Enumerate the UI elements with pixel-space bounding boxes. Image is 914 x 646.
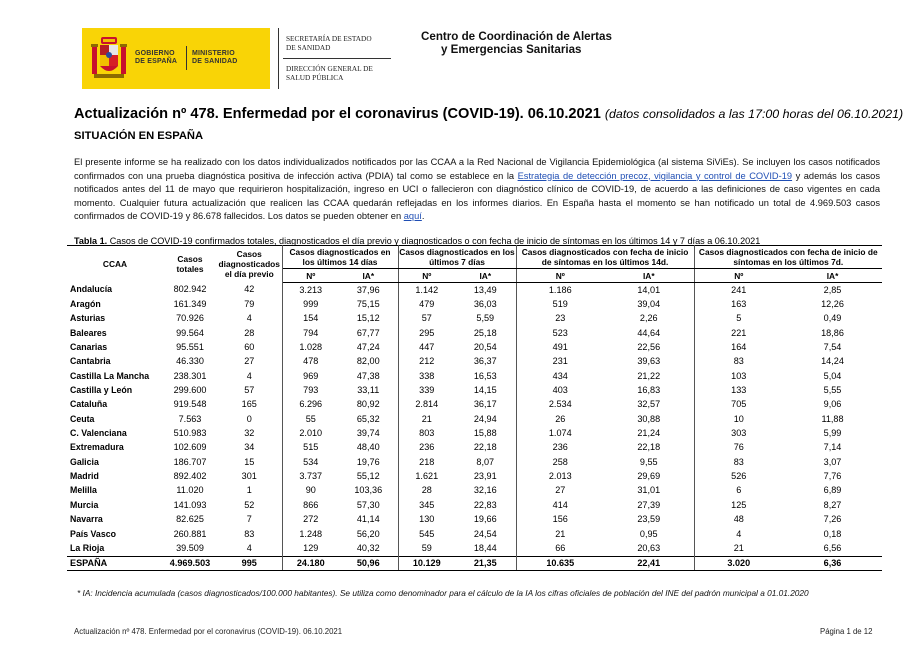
table-cell: 65,32: [339, 412, 398, 426]
table-cell: 55,12: [339, 469, 398, 483]
table-cell: 22,18: [604, 441, 694, 455]
table-cell: 14,15: [455, 383, 516, 397]
table-cell: 9,06: [823, 399, 842, 410]
table-cell: 103: [731, 370, 747, 381]
ccaa-name-cell: Ceuta: [70, 413, 95, 424]
table-cell: 7: [217, 513, 282, 527]
table-cell: 20,63: [604, 541, 694, 556]
table-cell: 447: [419, 342, 435, 353]
table-cell: 25,18: [455, 326, 516, 340]
table-cell: 258: [552, 456, 568, 467]
table-cell: 33,11: [339, 383, 398, 397]
table-footnote: * IA: Incidencia acumulada (casos diagnosticados/100.000 habitantes). Se utiliza como denominador para el cálculo de la IA los cifras oficiales de población del INE del padrón municipal a 01.01.2020: [77, 588, 809, 598]
table-cell: 236: [419, 442, 435, 453]
table-cell: 13,49: [455, 283, 516, 298]
table-cell: 12,26: [821, 299, 844, 310]
table-cell: 36,03: [455, 297, 516, 311]
table-cell: 1: [217, 484, 282, 498]
table-cell: 15: [217, 455, 282, 469]
table-cell: 39.509: [176, 542, 204, 553]
table-cell: 6,56: [823, 542, 842, 553]
table-row: [67, 355, 882, 369]
table-cell: 3,07: [823, 456, 842, 467]
table-cell: 23,91: [455, 469, 516, 483]
ccaa-name-cell: Aragón: [70, 299, 101, 310]
table-cell: 22,83: [455, 498, 516, 512]
table-cell: 29,69: [604, 469, 694, 483]
secretaria-separator: [283, 58, 391, 59]
table-row: [67, 326, 882, 340]
table-cell: 47,24: [339, 340, 398, 354]
table-cell: 212: [419, 356, 435, 367]
table-cell: 479: [419, 299, 435, 310]
table-cell: 161.349: [173, 299, 207, 310]
table-cell: 414: [552, 499, 568, 510]
covid-cases-table: [67, 245, 882, 571]
header-sint-14: Casos diagnosticados con fecha de inicio de síntomas en los últimos 14d.: [516, 246, 694, 269]
table-cell: 34: [217, 441, 282, 455]
ccaa-name-cell: Cataluña: [70, 399, 108, 410]
table-cell: 129: [303, 542, 319, 553]
table-cell: 44,64: [604, 326, 694, 340]
table-cell: 0: [217, 412, 282, 426]
table-cell: 4: [217, 369, 282, 383]
banner-divider: [186, 46, 187, 70]
paragraph-text: y además los casos notificados antes del 11 de mayo que requirieron hospitalización, ingreso en UCI o fallecieron con diagnóstico clínico de COVID-19, de acuerdo a las definiciones de caso vigentes en cada momento. Cualquier futura actualización que realicen las CCAA quedarán reflejadas en los informes diarios. En España hasta el momento se han notificado un total de 4.969.503 casos confirmados de COVID-19 y 86.678 fallecidos. Los datos se pueden obtener en: [74, 170, 880, 221]
table-cell: 345: [419, 499, 435, 510]
table-cell: 32: [217, 426, 282, 440]
table-cell: 1.621: [415, 471, 439, 482]
table-body: [67, 283, 882, 571]
table-cell: 10.635: [516, 556, 604, 570]
table-cell: 4: [736, 528, 742, 539]
table-cell: 32,16: [455, 484, 516, 498]
table-cell: 55: [305, 413, 316, 424]
table-cell: 24,94: [455, 412, 516, 426]
table-cell: 803: [419, 428, 435, 439]
ccaa-name-cell: C. Valenciana: [70, 428, 127, 439]
ccaa-name-cell: Madrid: [70, 471, 99, 482]
table-cell: 163: [731, 299, 747, 310]
table-cell: 36,17: [455, 398, 516, 412]
table-cell: 866: [303, 499, 319, 510]
table-cell: 221: [731, 327, 747, 338]
table-cell: 15,12: [339, 312, 398, 326]
table-row: [67, 426, 882, 440]
table-cell: 70.926: [176, 313, 204, 324]
table-cell: 794: [303, 327, 319, 338]
header-ia: IA*: [339, 269, 398, 283]
table-row: [67, 498, 882, 512]
table-caption-label: Tabla 1.: [74, 236, 108, 246]
table-cell: 24,54: [455, 527, 516, 541]
direccion-label: DIRECCIÓN GENERAL DE SALUD PÚBLICA: [286, 64, 373, 82]
table-cell: 1.028: [299, 342, 323, 353]
table-cell: 18,86: [821, 327, 844, 338]
secretaria-divider: [278, 28, 279, 89]
table-cell: 7,14: [823, 442, 842, 453]
table-row: [67, 541, 882, 556]
table-cell: 1.074: [548, 428, 572, 439]
header-ia: IA*: [604, 269, 694, 283]
table-row: [67, 513, 882, 527]
table-cell: 14,01: [604, 283, 694, 298]
table-row: [67, 283, 882, 298]
table-cell: 545: [419, 528, 435, 539]
table-row: [67, 383, 882, 397]
table-cell: 4: [217, 312, 282, 326]
header-n: Nº: [516, 269, 604, 283]
intro-paragraph: [74, 156, 880, 224]
table-cell: 23: [555, 313, 566, 324]
table-cell: 39,74: [339, 426, 398, 440]
table-cell: 82.625: [176, 514, 204, 525]
table-cell: 9,55: [604, 455, 694, 469]
table-cell: 7,26: [823, 514, 842, 525]
total-row: [67, 556, 882, 570]
header-n: Nº: [694, 269, 783, 283]
table-cell: 6.296: [299, 399, 323, 410]
table-row: [67, 412, 882, 426]
government-banner: [82, 28, 270, 89]
data-link[interactable]: aquí: [403, 211, 422, 221]
ccaa-name-cell: País Vasco: [70, 528, 116, 539]
table-cell: 22,56: [604, 340, 694, 354]
table-cell: 0,95: [604, 527, 694, 541]
table-cell: 892.402: [173, 471, 207, 482]
table-cell: 24.180: [282, 556, 339, 570]
table-cell: 48,40: [339, 441, 398, 455]
table-cell: 125: [731, 499, 747, 510]
table-cell: 39,63: [604, 355, 694, 369]
table-cell: 36,37: [455, 355, 516, 369]
ccaa-name-cell: Murcia: [70, 499, 99, 510]
table-cell: 8,27: [823, 499, 842, 510]
table-cell: 56,20: [339, 527, 398, 541]
table-cell: 52: [217, 498, 282, 512]
ccaa-name-cell: Extremadura: [70, 442, 124, 453]
table-cell: 57: [217, 383, 282, 397]
table-cell: 10.129: [398, 556, 455, 570]
table-cell: 57,30: [339, 498, 398, 512]
table-cell: 238.301: [173, 370, 207, 381]
ccaa-name-cell: Castilla La Mancha: [70, 370, 150, 381]
table-cell: 57: [421, 313, 432, 324]
table-cell: 10: [733, 413, 744, 424]
table-cell: 5,04: [823, 370, 842, 381]
table-cell: 1.142: [415, 284, 439, 295]
page-number: Página 1 de 12: [820, 627, 873, 636]
table-row: [67, 398, 882, 412]
table-cell: 802.942: [173, 284, 207, 295]
report-title: [74, 106, 903, 122]
table-cell: 303: [731, 428, 747, 439]
table-cell: 241: [731, 284, 747, 295]
table-cell: 793: [303, 385, 319, 396]
ccaa-name-cell: Baleares: [70, 327, 107, 338]
table-cell: 1.248: [299, 528, 323, 539]
header-n: Nº: [282, 269, 339, 283]
paragraph-text: El presente informe se ha realizado con los datos individualizados notificados por las CCAA a la Red Nacional de Vigilancia Epidemiológica (al sistema SiViEs). Se incluyen los casos notificados confirmados con una prueba diagnóstica positiva de infección activa (PDIA) tal como se establece en la: [74, 157, 880, 181]
table-cell: 295: [419, 327, 435, 338]
table-cell: 7.563: [178, 413, 202, 424]
table-cell: 186.707: [173, 456, 207, 467]
gobierno-label: GOBIERNO DE ESPAÑA: [135, 50, 178, 65]
table-row: [67, 484, 882, 498]
table-cell: 403: [552, 385, 568, 396]
section-heading: SITUACIÓN EN ESPAÑA: [74, 130, 204, 142]
coat-of-arms-icon: [91, 36, 127, 82]
table-cell: 4.969.503: [163, 556, 217, 570]
table-cell: 2,85: [823, 284, 842, 295]
table-cell: 1.186: [548, 284, 572, 295]
table-cell: 6,89: [823, 485, 842, 496]
table-row: [67, 369, 882, 383]
table-row: [67, 455, 882, 469]
table-cell: 519: [552, 299, 568, 310]
table-cell: 299.600: [173, 385, 207, 396]
table-cell: 5,59: [455, 312, 516, 326]
table-cell: 2.013: [548, 471, 572, 482]
ccaa-name-cell: Navarra: [70, 514, 103, 525]
table-cell: 39,04: [604, 297, 694, 311]
table-cell: 37,96: [339, 283, 398, 298]
table-cell: 6: [736, 485, 742, 496]
table-cell: 231: [552, 356, 568, 367]
table-cell: 27: [555, 485, 566, 496]
table-cell: 969: [303, 370, 319, 381]
table-cell: 90: [305, 485, 316, 496]
table-cell: 7,76: [823, 471, 842, 482]
ccaa-name-cell: Cantabria: [70, 356, 111, 367]
table-cell: 236: [552, 442, 568, 453]
table-cell: 26: [555, 413, 566, 424]
table-cell: 20,54: [455, 340, 516, 354]
table-cell: 11.020: [176, 485, 204, 496]
table-cell: 338: [419, 370, 435, 381]
table-cell: 99.564: [176, 327, 204, 338]
table-cell: 164: [731, 342, 747, 353]
table-cell: 67,77: [339, 326, 398, 340]
table-cell: 41,14: [339, 513, 398, 527]
report-title-main: Actualización nº 478. Enfermedad por el coronavirus (COVID-19). 06.10.2021: [74, 106, 601, 122]
header-ia: IA*: [783, 269, 882, 283]
table-cell: 42: [217, 283, 282, 298]
table-cell: 5: [736, 313, 742, 324]
table-cell: 31,01: [604, 484, 694, 498]
table-cell: 3.737: [299, 471, 323, 482]
table-cell: 19,76: [339, 455, 398, 469]
table-cell: 46.330: [176, 356, 204, 367]
table-row: [67, 312, 882, 326]
table-cell: 491: [552, 342, 568, 353]
table-cell: 28: [217, 326, 282, 340]
table-cell: 272: [303, 514, 319, 525]
table-cell: 22,18: [455, 441, 516, 455]
table-caption-text: Casos de COVID-19 confirmados totales, diagnosticados el día previo y diagnosticados o con fecha de inicio de síntomas en los últimos 14 y 7 días a 06.10.2021: [107, 236, 761, 246]
table-cell: 5,55: [823, 385, 842, 396]
ccaa-name-cell: Melilla: [70, 485, 97, 496]
table-cell: 60: [217, 340, 282, 354]
header-ccaa: CCAA: [102, 259, 128, 270]
table-cell: 3.213: [299, 284, 323, 295]
table-cell: 82,00: [339, 355, 398, 369]
table-cell: 59: [421, 542, 432, 553]
table-cell: 130: [419, 514, 435, 525]
table-cell: 80,92: [339, 398, 398, 412]
table-cell: 21: [421, 413, 432, 424]
table-row: [67, 469, 882, 483]
table-cell: 260.881: [173, 528, 207, 539]
table-cell: 21,35: [455, 556, 516, 570]
ccaa-name-cell: Asturias: [70, 313, 106, 324]
footer-title: Actualización nº 478. Enfermedad por el coronavirus (COVID-19). 06.10.2021: [74, 627, 343, 636]
table-cell: 95.551: [176, 342, 204, 353]
table-cell: 523: [552, 327, 568, 338]
table-cell: 919.548: [173, 399, 207, 410]
table-cell: 339: [419, 385, 435, 396]
header-sint-7: Casos diagnosticados con fecha de inicio de síntomas en los últimos 7d.: [694, 246, 882, 269]
table-cell: 76: [733, 442, 744, 453]
table-cell: 48: [733, 514, 744, 525]
table-cell: 2.010: [299, 428, 323, 439]
table-cell: 19,66: [455, 513, 516, 527]
table-cell: 18,44: [455, 541, 516, 556]
ministerio-label: MINISTERIO DE SANIDAD: [192, 50, 238, 65]
table-cell: 14,24: [821, 356, 844, 367]
table-cell: 66: [555, 542, 566, 553]
table-cell: 40,32: [339, 541, 398, 556]
header-diag-7: Casos diagnosticados en los últimos 7 días: [399, 247, 515, 267]
table-cell: 21: [733, 542, 744, 553]
table-cell: 526: [731, 471, 747, 482]
table-cell: 15,88: [455, 426, 516, 440]
table-cell: 27,39: [604, 498, 694, 512]
table-cell: 83: [733, 456, 744, 467]
table-cell: 7,54: [823, 342, 842, 353]
table-cell: 301: [217, 469, 282, 483]
table-cell: 0,49: [823, 313, 842, 324]
report-title-subtitle: (datos consolidados a las 17:00 horas del 06.10.2021): [604, 107, 904, 121]
ccaes-title: Centro de Coordinación de Alertas y Emergencias Sanitarias: [421, 30, 612, 56]
ccaa-name-cell: Canarias: [70, 342, 108, 353]
strategy-link[interactable]: Estrategia de detección precoz, vigilancia y control de COVID-19: [517, 170, 793, 181]
header-dia-previo: Casos diagnosticados el día previo: [217, 246, 282, 283]
table-cell: 5,99: [823, 428, 842, 439]
table-cell: 28: [421, 485, 432, 496]
table-cell: 218: [419, 456, 435, 467]
table-cell: 16,53: [455, 369, 516, 383]
table-cell: 0,18: [823, 528, 842, 539]
table-cell: 75,15: [339, 297, 398, 311]
table-cell: 2.814: [415, 399, 439, 410]
table-cell: 4: [217, 541, 282, 556]
table-row: [67, 340, 882, 354]
table-cell: 21,22: [604, 369, 694, 383]
table-cell: 16,83: [604, 383, 694, 397]
table-row: [67, 297, 882, 311]
table-cell: 102.609: [173, 442, 207, 453]
table-cell: 11,88: [821, 413, 844, 424]
table-cell: 21,24: [604, 426, 694, 440]
table-cell: 515: [303, 442, 319, 453]
table-cell: 47,38: [339, 369, 398, 383]
table-cell: 22,41: [604, 556, 694, 570]
table-cell: 79: [217, 297, 282, 311]
table-cell: 83: [217, 527, 282, 541]
table-cell: 3.020: [694, 556, 783, 570]
header-n: Nº: [398, 269, 455, 283]
table-cell: 2.534: [548, 399, 572, 410]
table-cell: 478: [303, 356, 319, 367]
table-row: [67, 441, 882, 455]
ccaa-name-cell: Galicia: [70, 456, 99, 467]
secretaria-box: [278, 28, 395, 89]
table-cell: 510.983: [173, 428, 207, 439]
ccaa-name-cell: Castilla y León: [70, 385, 133, 396]
table-row: [67, 527, 882, 541]
table-cell: 999: [303, 299, 319, 310]
secretaria-label: SECRETARÍA DE ESTADO DE SANIDAD: [286, 34, 372, 52]
header-casos-totales: Casos totales: [176, 254, 204, 275]
table-cell: 995: [217, 556, 282, 570]
table-cell: 165: [217, 398, 282, 412]
table-cell: 32,57: [604, 398, 694, 412]
paragraph-text: .: [421, 211, 425, 221]
table-cell: 83: [733, 356, 744, 367]
table-cell: 23,59: [604, 513, 694, 527]
table-cell: 6,36: [783, 556, 882, 570]
table-cell: 2,26: [604, 312, 694, 326]
table-cell: 103,36: [339, 484, 398, 498]
header-ia: IA*: [455, 269, 516, 283]
table-cell: 534: [303, 456, 319, 467]
table-cell: 705: [731, 399, 747, 410]
table-cell: 141.093: [173, 499, 207, 510]
table-cell: 27: [217, 355, 282, 369]
ccaa-name-cell: ESPAÑA: [67, 556, 163, 570]
table-cell: 8,07: [455, 455, 516, 469]
table-cell: 133: [731, 385, 747, 396]
ccaa-name-cell: Andalucía: [70, 284, 113, 295]
table-cell: 434: [552, 370, 568, 381]
header-diag-14: Casos diagnosticados en los últimos 14 días: [282, 246, 398, 269]
table-cell: 21: [555, 528, 566, 539]
table-cell: 30,88: [604, 412, 694, 426]
ccaa-name-cell: La Rioja: [70, 542, 105, 553]
table-cell: 154: [303, 313, 319, 324]
table-cell: 156: [552, 514, 568, 525]
table-cell: 50,96: [339, 556, 398, 570]
